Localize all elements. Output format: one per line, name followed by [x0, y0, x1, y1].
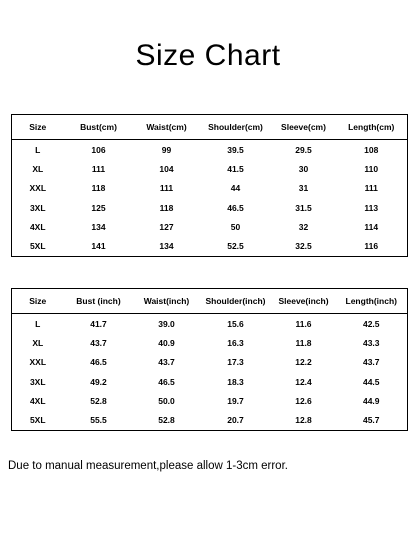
- column-header: Waist(cm): [134, 115, 200, 140]
- table-cell: 43.7: [158, 357, 175, 368]
- table-cell: L: [12, 140, 64, 160]
- table-cell: 3XL: [12, 198, 64, 217]
- size-table-inch: [11, 288, 408, 431]
- table-row: [12, 410, 408, 430]
- table-cell: 43.7: [90, 337, 107, 348]
- column-header: Sleeve(inch): [272, 289, 336, 314]
- table-cell: 45.7: [336, 410, 408, 430]
- table-row: [12, 372, 408, 391]
- table-cell: XL: [12, 159, 64, 178]
- column-header: Bust (inch): [64, 289, 134, 314]
- table-cell: 52.8: [134, 410, 200, 430]
- table-cell: 12.8: [272, 410, 336, 430]
- table-cell: 5XL: [12, 236, 64, 256]
- table-cell: 12.6: [295, 395, 312, 406]
- table-cell: L: [12, 314, 64, 334]
- table-cell: 52.8: [90, 395, 107, 406]
- table-cell: 113: [336, 198, 408, 217]
- table-cell: XL: [12, 333, 64, 352]
- table-cell: 42.5: [336, 314, 408, 334]
- table-cell: 11.8: [295, 337, 312, 348]
- table-header-row: [12, 115, 408, 140]
- table-cell: 15.6: [227, 318, 244, 329]
- table-cell: 17.3: [227, 357, 244, 368]
- table-cell: 99: [161, 144, 172, 155]
- page-title: Size Chart: [135, 39, 281, 72]
- table-cell: 111: [91, 163, 106, 174]
- table-cell: 111: [336, 179, 408, 198]
- table-cell: 134: [91, 221, 106, 232]
- table-cell: 12.4: [295, 376, 312, 387]
- table-row: [12, 391, 408, 410]
- table-cell: 46.5: [227, 202, 244, 213]
- table-cell: XXL: [12, 179, 64, 198]
- table-cell: 4XL: [12, 217, 64, 236]
- table-row: [12, 159, 408, 178]
- table-row: [12, 140, 408, 160]
- table-cell: 39.5: [227, 144, 244, 155]
- table-cell: 44.9: [336, 391, 408, 410]
- table-cell: 108: [336, 140, 408, 160]
- table-cell: 39.0: [158, 318, 175, 329]
- table-row: [12, 333, 408, 352]
- table-row: [12, 314, 408, 334]
- table-cell: 32.5: [272, 236, 336, 256]
- table-cell: 31.5: [295, 202, 312, 213]
- table-cell: 141: [64, 236, 134, 256]
- table-cell: 106: [91, 144, 106, 155]
- column-header: Sleeve(cm): [272, 115, 336, 140]
- table-cell: 110: [336, 159, 408, 178]
- table-row: [12, 179, 408, 198]
- table-cell: XXL: [12, 353, 64, 372]
- table-cell: 134: [134, 236, 200, 256]
- column-header: Shoulder(cm): [200, 115, 272, 140]
- table-cell: 18.3: [227, 376, 244, 387]
- table-cell: 41.5: [227, 163, 244, 174]
- table-cell: 29.5: [295, 144, 312, 155]
- table-cell: 12.2: [295, 357, 312, 368]
- table-cell: 104: [159, 163, 174, 174]
- table-cell: 118: [91, 183, 106, 194]
- table-row: [12, 353, 408, 372]
- table-cell: 114: [336, 217, 408, 236]
- table-cell: 32: [298, 221, 309, 232]
- table-cell: 19.7: [227, 395, 244, 406]
- table-cell: 44.5: [336, 372, 408, 391]
- size-table-cm: [11, 114, 408, 257]
- table-cell: 49.2: [90, 376, 107, 387]
- table-cell: 52.5: [200, 236, 272, 256]
- table-cell: 46.5: [158, 376, 175, 387]
- table-header-row: [12, 289, 408, 314]
- table-cell: 127: [159, 221, 174, 232]
- table-cell: 40.9: [158, 337, 175, 348]
- table-cell: 5XL: [12, 410, 64, 430]
- table-cell: 55.5: [64, 410, 134, 430]
- table-row: [12, 236, 408, 256]
- column-header: Shoulder(inch): [200, 289, 272, 314]
- table-cell: 50.0: [158, 395, 175, 406]
- column-header: Bust(cm): [64, 115, 134, 140]
- column-header: Length(inch): [336, 289, 408, 314]
- table-cell: 43.7: [336, 353, 408, 372]
- table-cell: 44: [230, 183, 241, 194]
- table-cell: 31: [298, 183, 309, 194]
- column-header: Waist(inch): [134, 289, 200, 314]
- table-cell: 50: [230, 221, 241, 232]
- table-cell: 125: [91, 202, 106, 213]
- table-cell: 43.3: [336, 333, 408, 352]
- measurement-note: Due to manual measurement,please allow 1-3cm error.: [8, 460, 288, 472]
- column-header: Length(cm): [336, 115, 408, 140]
- table-cell: 111: [159, 183, 174, 194]
- table-cell: 4XL: [12, 391, 64, 410]
- table-cell: 11.6: [295, 318, 312, 329]
- column-header: Size: [12, 289, 64, 314]
- table-cell: 118: [159, 202, 174, 213]
- table-row: [12, 217, 408, 236]
- table-cell: 46.5: [90, 357, 107, 368]
- table-cell: 20.7: [200, 410, 272, 430]
- table-cell: 3XL: [12, 372, 64, 391]
- table-cell: 16.3: [227, 337, 244, 348]
- table-cell: 116: [336, 236, 408, 256]
- table-cell: 30: [298, 163, 309, 174]
- column-header: Size: [12, 115, 64, 140]
- table-row: [12, 198, 408, 217]
- table-cell: 41.7: [90, 318, 107, 329]
